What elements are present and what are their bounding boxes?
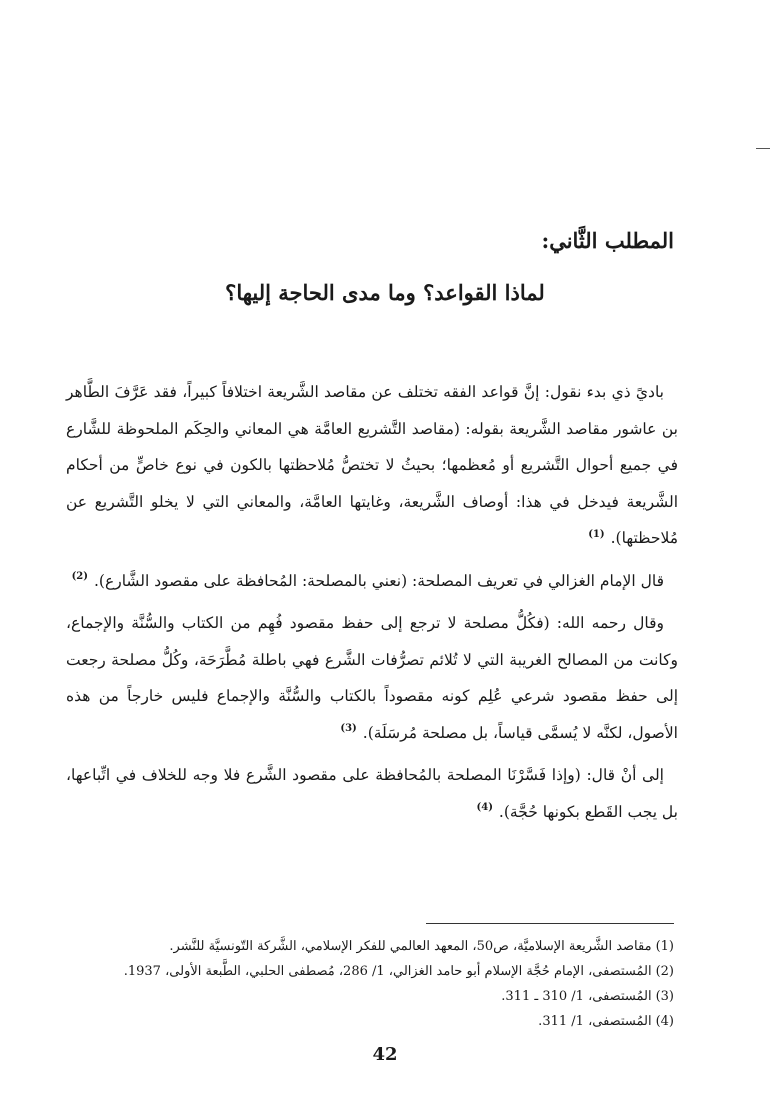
footnote-text: المُستصفى، الإمام حُجَّة الإسلام أبو حامد الغزالي، 1/ 286، مُصطفى الحلبي، الطَّبعة الأولى، 1937. xyxy=(123,964,652,979)
footnote-ref: (4) xyxy=(476,802,493,814)
footnote-number: (4) xyxy=(655,1014,674,1029)
footnote-text: المُستصفى، 1/ 311. xyxy=(538,1014,652,1029)
footnote-ref: (2) xyxy=(71,571,88,583)
paragraph-text: وقال رحمه الله: (فكُلُّ مصلحة لا ترجع إلى حفظ مقصود فُهِم من الكتاب والسُّنَّة والإجماع، وكانت من المصالح الغريبة التي لا تُلائم تصرُّفات الشَّرع فهي باطلة مُطَّرَحَة، وكُلُّ مصلحة رجعت إلى حفظ مقصود شرعي عُلِم كونه مقصوداً بالكتاب والسُّنَّة والإجماع فليس خارجاً من هذه الأصول، لكنَّه لا يُسمَّى قياساً، بل مصلحة مُرسَلَة). xyxy=(66,614,678,742)
footnote-text: مقاصد الشَّريعة الإسلاميَّة، ص50، المعهد العالمي للفكر الإسلامي، الشَّركة التّونسيَّة للنَّشر. xyxy=(169,939,652,954)
footnote-ref: (1) xyxy=(588,528,605,540)
footnote xyxy=(60,959,674,984)
paragraph-text: باديً ذي بدء نقول: إنَّ قواعد الفقه تختلف عن مقاصد الشَّريعة اختلافاً كبيراً، فقد عَرَّفَ الطَّاهر بن عاشور مقاصد الشَّريعة بقوله: (مقاصد التَّشريع العامَّة هي المعاني والحِكَم الملحوظة للشَّارع في جميع أحوال التَّشريع أو مُعظمها؛ بحيثُ لا تختصُّ مُلاحظتها بالكون في نوع خاصٍّ من أحكام الشَّريعة فيدخل في هذا: أوصاف الشَّريعة، وغايتها العامَّة، والمعاني التي لا يخلو التَّشريع عن مُلاحظتها). xyxy=(66,383,678,547)
page-number: 42 xyxy=(372,1044,398,1065)
footnote-number: (3) xyxy=(655,989,674,1004)
paragraph-text: إلى أنْ قال: (وإذا فَسَّرْنَا المصلحة بالمُحافظة على مقصود الشَّرع فلا وجه للخلاف في اتِّباعها، بل يجب القَطع بكونها حُجَّة). xyxy=(66,766,678,821)
footnote xyxy=(60,984,674,1009)
footnote xyxy=(60,1009,674,1034)
footnote-number: (2) xyxy=(655,964,674,979)
margin-mark xyxy=(756,148,770,149)
footnote-ref: (3) xyxy=(340,723,357,735)
body-text xyxy=(66,374,678,836)
footnote-number: (1) xyxy=(655,939,674,954)
section-label: المطلب الثَّاني: xyxy=(541,228,674,253)
paragraph xyxy=(66,563,678,600)
paragraph xyxy=(66,757,678,830)
footnote-divider xyxy=(426,923,674,924)
footnote xyxy=(60,934,674,959)
paragraph xyxy=(66,605,678,751)
footnotes xyxy=(60,934,674,1034)
paragraph xyxy=(66,374,678,557)
section-title: لماذا القواعد؟ وما مدى الحاجة إليها؟ xyxy=(225,280,545,305)
footnote-text: المُستصفى، 1/ 310 ـ 311. xyxy=(501,989,652,1004)
paragraph-text: قال الإمام الغزالي في تعريف المصلحة: (نعني بالمصلحة: المُحافظة على مقصود الشَّارع). xyxy=(94,571,664,590)
